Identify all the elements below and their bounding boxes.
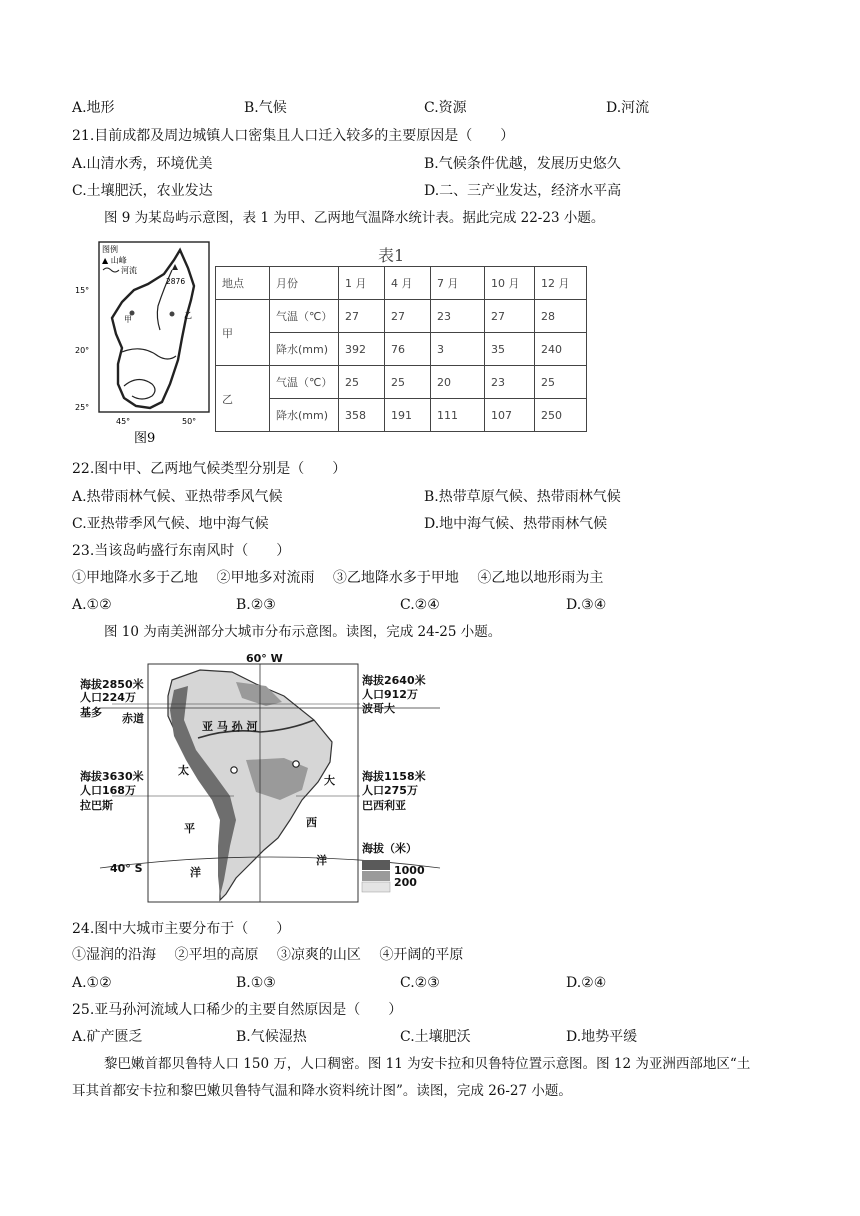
q23-option-a: A.①②: [72, 597, 112, 613]
peak-height: 2876: [166, 277, 186, 286]
q22-option-b: B.热带草原气候、热带雨林气候: [424, 489, 621, 505]
q22-option-a: A.热带雨林气候、亚热带季风气候: [72, 489, 283, 505]
q23-choices: ①甲地降水多于乙地 ②甲地多对流雨 ③乙地降水多于甲地 ④乙地以地形雨为主: [72, 570, 604, 586]
intro-22-23: 图 9 为某岛屿示意图，表 1 为甲、乙两地气温降水统计表。据此完成 22-23 小题。: [104, 210, 605, 226]
q25-option-b: B.气候湿热: [236, 1029, 307, 1045]
label-yi: 乙: [184, 311, 192, 320]
legend-river-icon: [103, 268, 119, 272]
q21-option-a: A.山清水秀，环境优美: [72, 156, 213, 172]
brasilia-alt: 海拔1158米: [362, 770, 426, 783]
q24-option-d: D.②④: [566, 975, 607, 991]
table-item: 气温（℃）: [270, 366, 339, 399]
q24-choices: ①湿润的沿海 ②平坦的高原 ③凉爽的山区 ④开阔的平原: [72, 947, 464, 963]
elevation-legend-title: 海拔（米）: [362, 842, 417, 855]
q25-option-a: A.矿产匮乏: [72, 1029, 143, 1045]
intro-26-27-line2: 耳其首都安卡拉和黎巴嫩贝鲁特气温和降水资料统计图”。读图，完成 26-27 小题。: [72, 1083, 572, 1099]
table-row: 乙 气温（℃） 25 25 20 23 25: [216, 366, 587, 399]
q21-stem: 21.目前成都及周边城镇人口密集且人口迁入较多的主要原因是（ ）: [72, 128, 515, 144]
brasilia-marker: [293, 761, 299, 767]
lon-60w: 60° W: [246, 652, 283, 665]
table-place-yi: 乙: [216, 366, 270, 432]
label-jia: 甲: [124, 315, 132, 324]
lapaz-alt: 海拔3630米: [80, 770, 144, 783]
island-map-figure: [72, 238, 212, 448]
q20-option-b: B.气候: [244, 100, 287, 116]
q25-option-d: D.地势平缓: [566, 1029, 638, 1045]
table-item: 降水(mm): [270, 399, 339, 432]
q22-option-d: D.地中海气候、热带雨林气候: [424, 516, 608, 532]
atlantic-3: 洋: [316, 854, 327, 867]
pacific-1: 太: [178, 764, 189, 777]
q21-option-c: C.土壤肥沃，农业发达: [72, 183, 213, 199]
lon-50: 50°: [182, 417, 197, 426]
q23-option-d: D.③④: [566, 597, 607, 613]
q24-option-b: B.①③: [236, 975, 276, 991]
table-row: 甲 气温（℃） 27 27 23 27 28: [216, 300, 587, 333]
intro-24-25: 图 10 为南美洲部分大城市分布示意图。读图，完成 24-25 小题。: [104, 624, 502, 640]
table-header-cell: 4 月: [385, 267, 431, 300]
q21-option-b: B.气候条件优越，发展历史悠久: [424, 156, 621, 172]
legend-200: 200: [394, 876, 417, 889]
atlantic-2: 西: [306, 816, 317, 829]
q22-stem: 22.图中甲、乙两地气候类型分别是（ ）: [72, 461, 347, 477]
table1: [215, 266, 587, 432]
pacific-3: 洋: [190, 866, 201, 879]
q25-option-c: C.土壤肥沃: [400, 1029, 471, 1045]
table-header-cell: 7 月: [431, 267, 485, 300]
table-place-jia: 甲: [216, 300, 270, 366]
table-header-cell: 10 月: [485, 267, 535, 300]
q24-option-a: A.①②: [72, 975, 112, 991]
legend-1000: 1000: [394, 864, 425, 877]
atlantic-1: 大: [324, 774, 335, 787]
legend-title: 图例: [102, 245, 118, 254]
lapaz-name: 拉巴斯: [80, 799, 113, 812]
q20-option-a: A.地形: [72, 100, 115, 116]
q24-option-c: C.②③: [400, 975, 440, 991]
q22-option-c: C.亚热带季风气候、地中海气候: [72, 516, 269, 532]
pacific-2: 平: [184, 822, 195, 835]
legend-swatch-mid: [362, 871, 390, 881]
quito-pop: 人口224万: [80, 691, 136, 704]
table1-caption: 表1: [378, 246, 405, 265]
south-america-map: [70, 650, 460, 905]
legend-peak: ▲ 山峰: [102, 256, 127, 265]
lat-40s: 40° S: [110, 862, 143, 875]
table-item: 降水(mm): [270, 333, 339, 366]
legend-river: 河流: [121, 266, 137, 275]
quito-name: 基多: [80, 706, 102, 719]
q23-option-b: B.②③: [236, 597, 276, 613]
lat-20: 20°: [75, 346, 90, 355]
bogota-alt: 海拔2640米: [362, 674, 426, 687]
table-header-cell: 12 月: [535, 267, 587, 300]
legend-swatch-high: [362, 860, 390, 870]
lat-25: 25°: [75, 403, 90, 412]
brasilia-pop: 人口275万: [362, 784, 418, 797]
table-row: 降水(mm) 358 191 111 107 250: [216, 399, 587, 432]
intro-26-27-line1: 黎巴嫩首都贝鲁特人口 150 万，人口稠密。图 11 为安卡拉和贝鲁特位置示意图。图 12 为亚洲西部地区“土: [104, 1056, 751, 1072]
table-header-cell: 月份: [270, 267, 339, 300]
q21-option-d: D.二、三产业发达，经济水平高: [424, 183, 622, 199]
q25-stem: 25.亚马孙河流域人口稀少的主要自然原因是（ ）: [72, 1002, 403, 1018]
lapaz-marker: [231, 767, 237, 773]
table-row: 降水(mm) 392 76 3 35 240: [216, 333, 587, 366]
table-header-cell: 地点: [216, 267, 270, 300]
point-yi: [170, 312, 175, 317]
fig9-caption: 图9: [134, 431, 156, 446]
lapaz-pop: 人口168万: [80, 784, 136, 797]
table-header-cell: 1 月: [339, 267, 385, 300]
equator-label: 赤道: [122, 712, 144, 725]
q23-stem: 23.当该岛屿盛行东南风时（ ）: [72, 543, 291, 559]
lat-15: 15°: [75, 286, 90, 295]
bogota-name: 波哥大: [362, 702, 395, 715]
q23-option-c: C.②④: [400, 597, 440, 613]
lon-45: 45°: [116, 417, 131, 426]
bogota-pop: 人口912万: [362, 688, 418, 701]
q20-option-d: D.河流: [606, 100, 650, 116]
q24-stem: 24.图中大城市主要分布于（ ）: [72, 921, 291, 937]
q20-option-c: C.资源: [424, 100, 467, 116]
legend-swatch-low: [362, 882, 390, 892]
table-item: 气温（℃）: [270, 300, 339, 333]
brasilia-name: 巴西利亚: [362, 799, 406, 812]
quito-alt: 海拔2850米: [80, 678, 144, 691]
amazon-label: 亚 马 孙 河: [202, 720, 258, 733]
table-header-row: [216, 267, 587, 300]
